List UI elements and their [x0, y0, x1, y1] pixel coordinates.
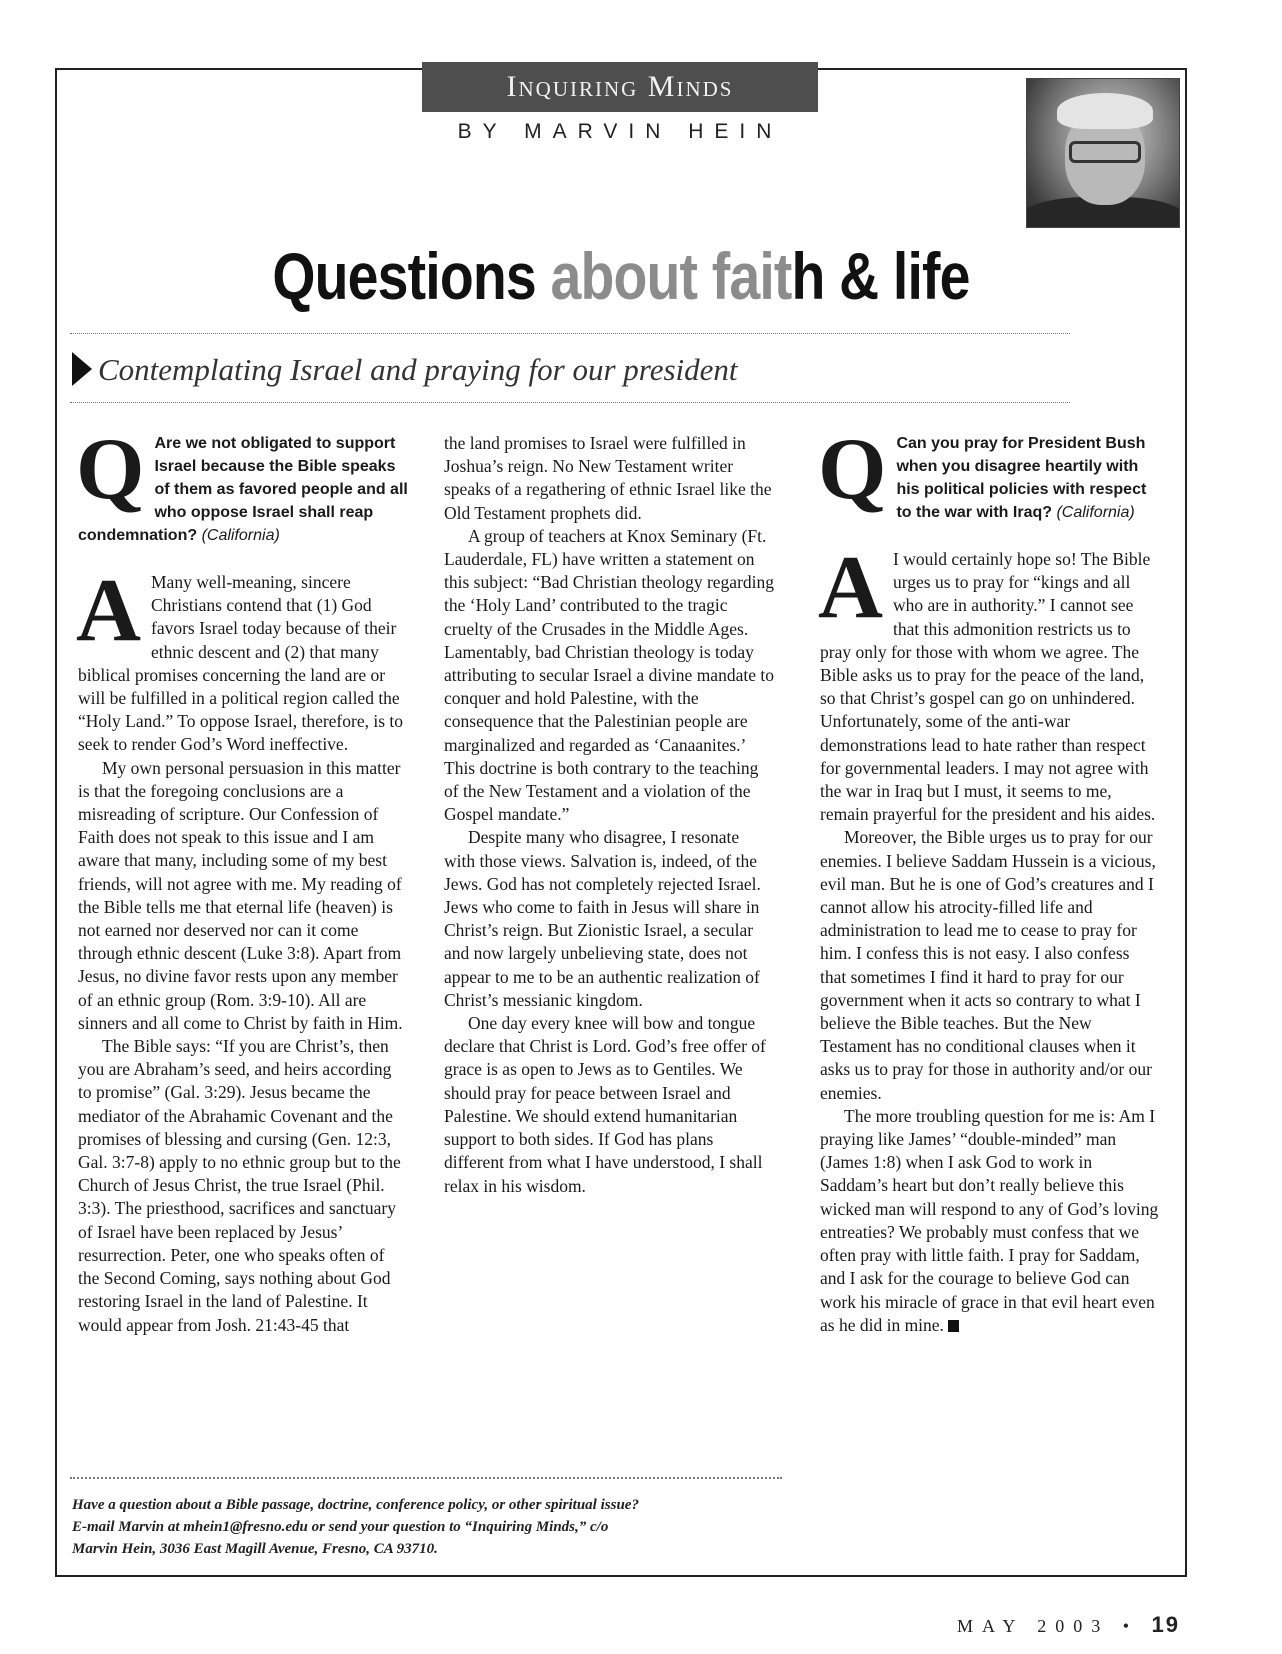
answer-2-paragraph: Moreover, the Bible urges us to pray for our enemies. I believe Saddam Hussein is a vicious, evil man. But he is one of God’s creatures and I cannot allow his atrocity-filled life and administration to lead me to cease to pray for him. I confess this is not easy. I also confess that sometimes I find it hard to pray for our government when it acts so contrary to what I believe the Bible teaches. But the New Testament has no conditional clauses when it asks us to pray for those in authority and/or our enemies.: [820, 827, 1156, 1103]
headline-word-life: h & life: [791, 239, 970, 313]
answer-2-text: The more troubling question for me is: Am I praying like James’ “double-minded” man (James 1:8) when I ask God to work in Saddam’s heart but don’t really believe this wicked man will respond to any of God’s loving entreaties? We probably must confess that we often pray with little faith. I pray for Saddam, and I ask for the courage to believe God can work his miracle of grace in that evil heart even as he did in mine.: [820, 1105, 1159, 1335]
author-photo: [1026, 78, 1180, 228]
question-1-location: (California): [201, 527, 280, 544]
question-1: [76, 421, 408, 547]
footnote-line: Have a question about a Bible passage, doctrine, conference policy, or other spiritual issue?: [72, 1497, 639, 1513]
column-banner: Inquiring Minds: [422, 62, 818, 112]
question-2-text: Can you pray for President Bush when you disagree heartily with his political policies with respect to the war with Iraq?: [896, 435, 1147, 521]
arrow-icon: [72, 352, 92, 386]
answer-2-paragraph: [818, 538, 1160, 826]
folio-issue: MAY 2003: [957, 1616, 1110, 1636]
question-1-text: Are we not obligated to support Israel because the Bible speaks of them as favored people and all who oppose Israel shall reap condemnation?: [78, 435, 408, 544]
end-mark-icon: [948, 1320, 959, 1332]
question-2-location: (California): [1056, 504, 1135, 521]
answer-1-paragraph: A group of teachers at Knox Seminary (Ft. Lauderdale, FL) have written a statement on this subject: “Bad Christian theology regarding the ‘Holy Land’ contributed to the tragic cruelty of the Crusades in the Middle Ages. Lamentably, bad Christian theology is today attributing to secular Israel a divine mandate to conquer and hold Palestine, with the consequence that the Palestinian people are marginalized and regarded as ‘Canaanites.’ This doctrine is both contrary to the teaching of the New Testament and a violation of the Gospel mandate.”: [444, 525, 775, 825]
subhead-text: Contemplating Israel and praying for our president: [98, 352, 738, 387]
subhead: [72, 352, 738, 396]
footnote: [72, 1494, 812, 1560]
folio-separator: •: [1122, 1616, 1139, 1636]
column-3: [818, 421, 1160, 1337]
answer-2-paragraph: [820, 1105, 1160, 1337]
headline-word-questions: Questions: [272, 239, 536, 313]
folio: [900, 1612, 1180, 1638]
column-2: [444, 432, 774, 1198]
rule-under-subhead: [70, 402, 1070, 403]
headline-word-faith: fait: [711, 239, 792, 313]
photo-glasses: [1069, 141, 1141, 163]
answer-1-paragraph: the land promises to Israel were fulfilled in Joshua’s reign. No New Testament writer speaks of a regathering of ethnic Israel like the Old Testament prophets did.: [444, 433, 772, 523]
question-2: [818, 421, 1160, 524]
drop-cap-a2: A: [818, 538, 883, 637]
column-1: [76, 421, 408, 1337]
drop-cap-q2: Q: [818, 421, 887, 518]
answer-1-paragraph: The Bible says: “If you are Christ’s, then you are Abraham’s seed, and heirs according to promise” (Gal. 3:29). Jesus became the mediator of the Abrahamic Covenant and the promises of blessing and cursing (Gen. 12:3, Gal. 3:7-8) apply to no ethnic group but to the Church of Jesus Christ, the true Israel (Phil. 3:3). The priesthood, sacrifices and sanctuary of Israel have been replaced by Jesus’ resurrection. Peter, one who speaks often of the Second Coming, says nothing about God restoring Israel in the land of Palestine. It would appear from Josh. 21:43-45 that: [78, 1036, 401, 1335]
photo-hair: [1057, 93, 1153, 129]
footnote-line: Marvin Hein, 3036 East Magill Avenue, Fresno, CA 93710.: [72, 1541, 438, 1557]
headline-word-about: about: [550, 239, 698, 313]
answer-2-text: I would certainly hope so! The Bible urges us to pray for “kings and all who are in authority.” I cannot see that this admonition restricts us to pray only for those with whom we agree. The Bible asks us to pray for the peace of the land, so that Christ’s gospel can go on unhindered. Unfortunately, some of the anti-war demonstrations lead to hate rather than respect for governmental leaders. I may not agree with the war in Iraq but I must, it seems to me, remain prayerful for the president and his aides.: [820, 549, 1156, 825]
footnote-line: E-mail Marvin at mhein1@fresno.edu or send your question to “Inquiring Minds,” c/o: [72, 1519, 609, 1535]
rule-footnote: [70, 1477, 782, 1479]
rule-top: [70, 333, 1070, 334]
drop-cap-q1: Q: [76, 421, 145, 518]
byline: BY MARVIN HEIN: [457, 120, 783, 143]
folio-page-number: 19: [1151, 1612, 1180, 1637]
answer-1-paragraph: Despite many who disagree, I resonate with those views. Salvation is, indeed, of the Jews. God has not completely rejected Israel. Jews who come to faith in Jesus will share in Christ’s reign. But Zionistic Israel, a secular and now largely unbelieving state, does not appear to me to be an authentic realization of Christ’s messianic kingdom.: [444, 827, 761, 1010]
answer-1-paragraph: My own personal persuasion in this matter is that the foregoing conclusions are a misreading of scripture. Our Confession of Faith does not speak to this issue and I am aware that many, including some of my best friends, will not agree with me. My reading of the Bible tells me that eternal life (heaven) is not earned nor deserved nor can it come through ethnic descent (Luke 3:8). Apart from Jesus, no divine favor rests upon any member of an ethnic group (Rom. 3:9-10). All are sinners and all come to Christ by faith in Him.: [78, 757, 403, 1033]
answer-1-paragraph: [76, 561, 408, 757]
answer-1-paragraph: One day every knee will bow and tongue declare that Christ is Lord. God’s free offer of grace is as open to Jews as to Gentiles. We should pray for peace between Israel and Palestine. We should extend humanitarian support to both sides. If God has plans different from what I have understood, I shall relax in his wisdom.: [444, 1013, 766, 1196]
headline: [146, 236, 1097, 316]
drop-cap-a1: A: [76, 561, 141, 660]
answer-1-text: Many well-meaning, sincere Christians contend that (1) God favors Israel today because of their ethnic descent and (2) that many biblical promises concerning the land are or will be fulfilled in a political region called the “Holy Land.” To oppose Israel, therefore, is to seek to render God’s Word ineffective.: [78, 572, 404, 755]
